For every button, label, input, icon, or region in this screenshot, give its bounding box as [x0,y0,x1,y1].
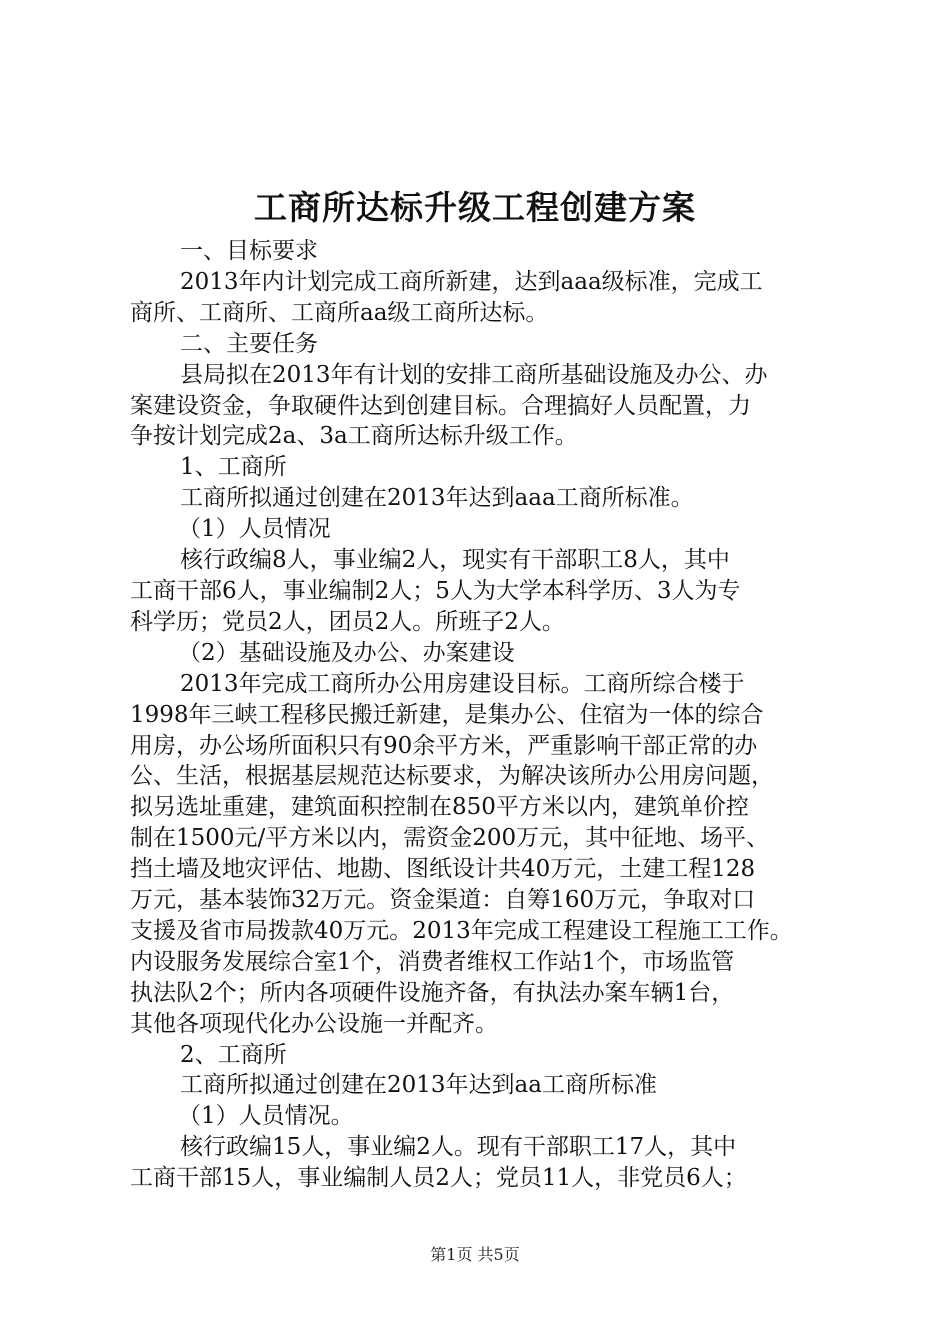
paragraph-line: 制在1500元/平方米以内，需资金200万元，其中征地、场平、 [130,825,770,852]
paragraph-line: 用房，办公场所面积只有90余平方米，严重影响干部正常的办 [130,732,758,759]
paragraph-line: 县局拟在2013年有计划的安排工商所基础设施及办公、办 [180,361,768,388]
paragraph-line: 执法队2个；所内各项硬件设施齐备，有执法办案车辆1台， [130,979,735,1006]
paragraph-line: 拟另选址重建，建筑面积控制在850平方米以内，建筑单价控 [130,794,749,821]
page-number-footer: 第1页 共5页 [430,1245,520,1264]
item-heading: （1）人员情况。 [178,1103,354,1130]
paragraph-line: 挡土墙及地灾评估、地勘、图纸设计共40万元，土建工程128 [130,856,756,883]
paragraph-line: 争按计划完成2a、3a工商所达标升级工作。 [130,423,578,450]
paragraph-line: 2013年内计划完成工商所新建，达到aaa级标准，完成工 [180,268,763,295]
section-heading: 二、主要任务 [180,330,318,357]
document-body [130,236,830,1194]
paragraph-line: 核行政编15人，事业编2人。现有干部职工17人，其中 [180,1134,737,1161]
paragraph-line: 内设服务发展综合室1个，消费者维权工作站1个，市场监管 [130,948,735,975]
paragraph-line: 1998年三峡工程移民搬迁新建，是集办公、住宿为一体的综合 [130,701,764,728]
document-title: 工商所达标升级工程创建方案 [254,188,696,227]
paragraph-line: 支援及省市局拨款40万元。2013年完成工程建设工程施工工作。 [130,917,793,944]
subsection-heading: 2、工商所 [180,1041,287,1068]
section-heading: 一、目标要求 [180,238,318,264]
item-heading: （2）基础设施及办公、办案建设 [178,639,515,666]
subsection-heading: 1、工商所 [180,454,287,481]
paragraph-line: 工商所拟通过创建在2013年达到aaa工商所标准。 [180,485,694,512]
paragraph-line: 工商干部6人，事业编制2人；5人为大学本科学历、3人为专 [130,577,741,604]
paragraph-line: 2013年完成工商所办公用房建设目标。工商所综合楼于 [180,670,745,697]
item-heading: （1）人员情况 [178,516,331,543]
paragraph-line: 案建设资金，争取硬件达到创建目标。合理搞好人员配置，力 [130,392,751,419]
paragraph-line: 核行政编8人，事业编2人，现实有干部职工8人，其中 [180,547,730,574]
paragraph-line: 其他各项现代化办公设施一并配齐。 [130,1010,498,1037]
paragraph-line: 科学历；党员2人，团员2人。所班子2人。 [130,608,565,635]
paragraph-line: 工商干部15人，事业编制人员2人；党员11人，非党员6人； [130,1165,747,1192]
paragraph-line: 工商所拟通过创建在2013年达到aa工商所标准 [180,1072,657,1099]
paragraph-line: 万元，基本装饰32万元。资金渠道：自筹160万元，争取对口 [130,887,756,914]
paragraph-line: 公、生活，根据基层规范达标要求，为解决该所办公用房问题， [130,763,774,790]
paragraph-line: 商所、工商所、工商所aa级工商所达标。 [130,299,549,326]
